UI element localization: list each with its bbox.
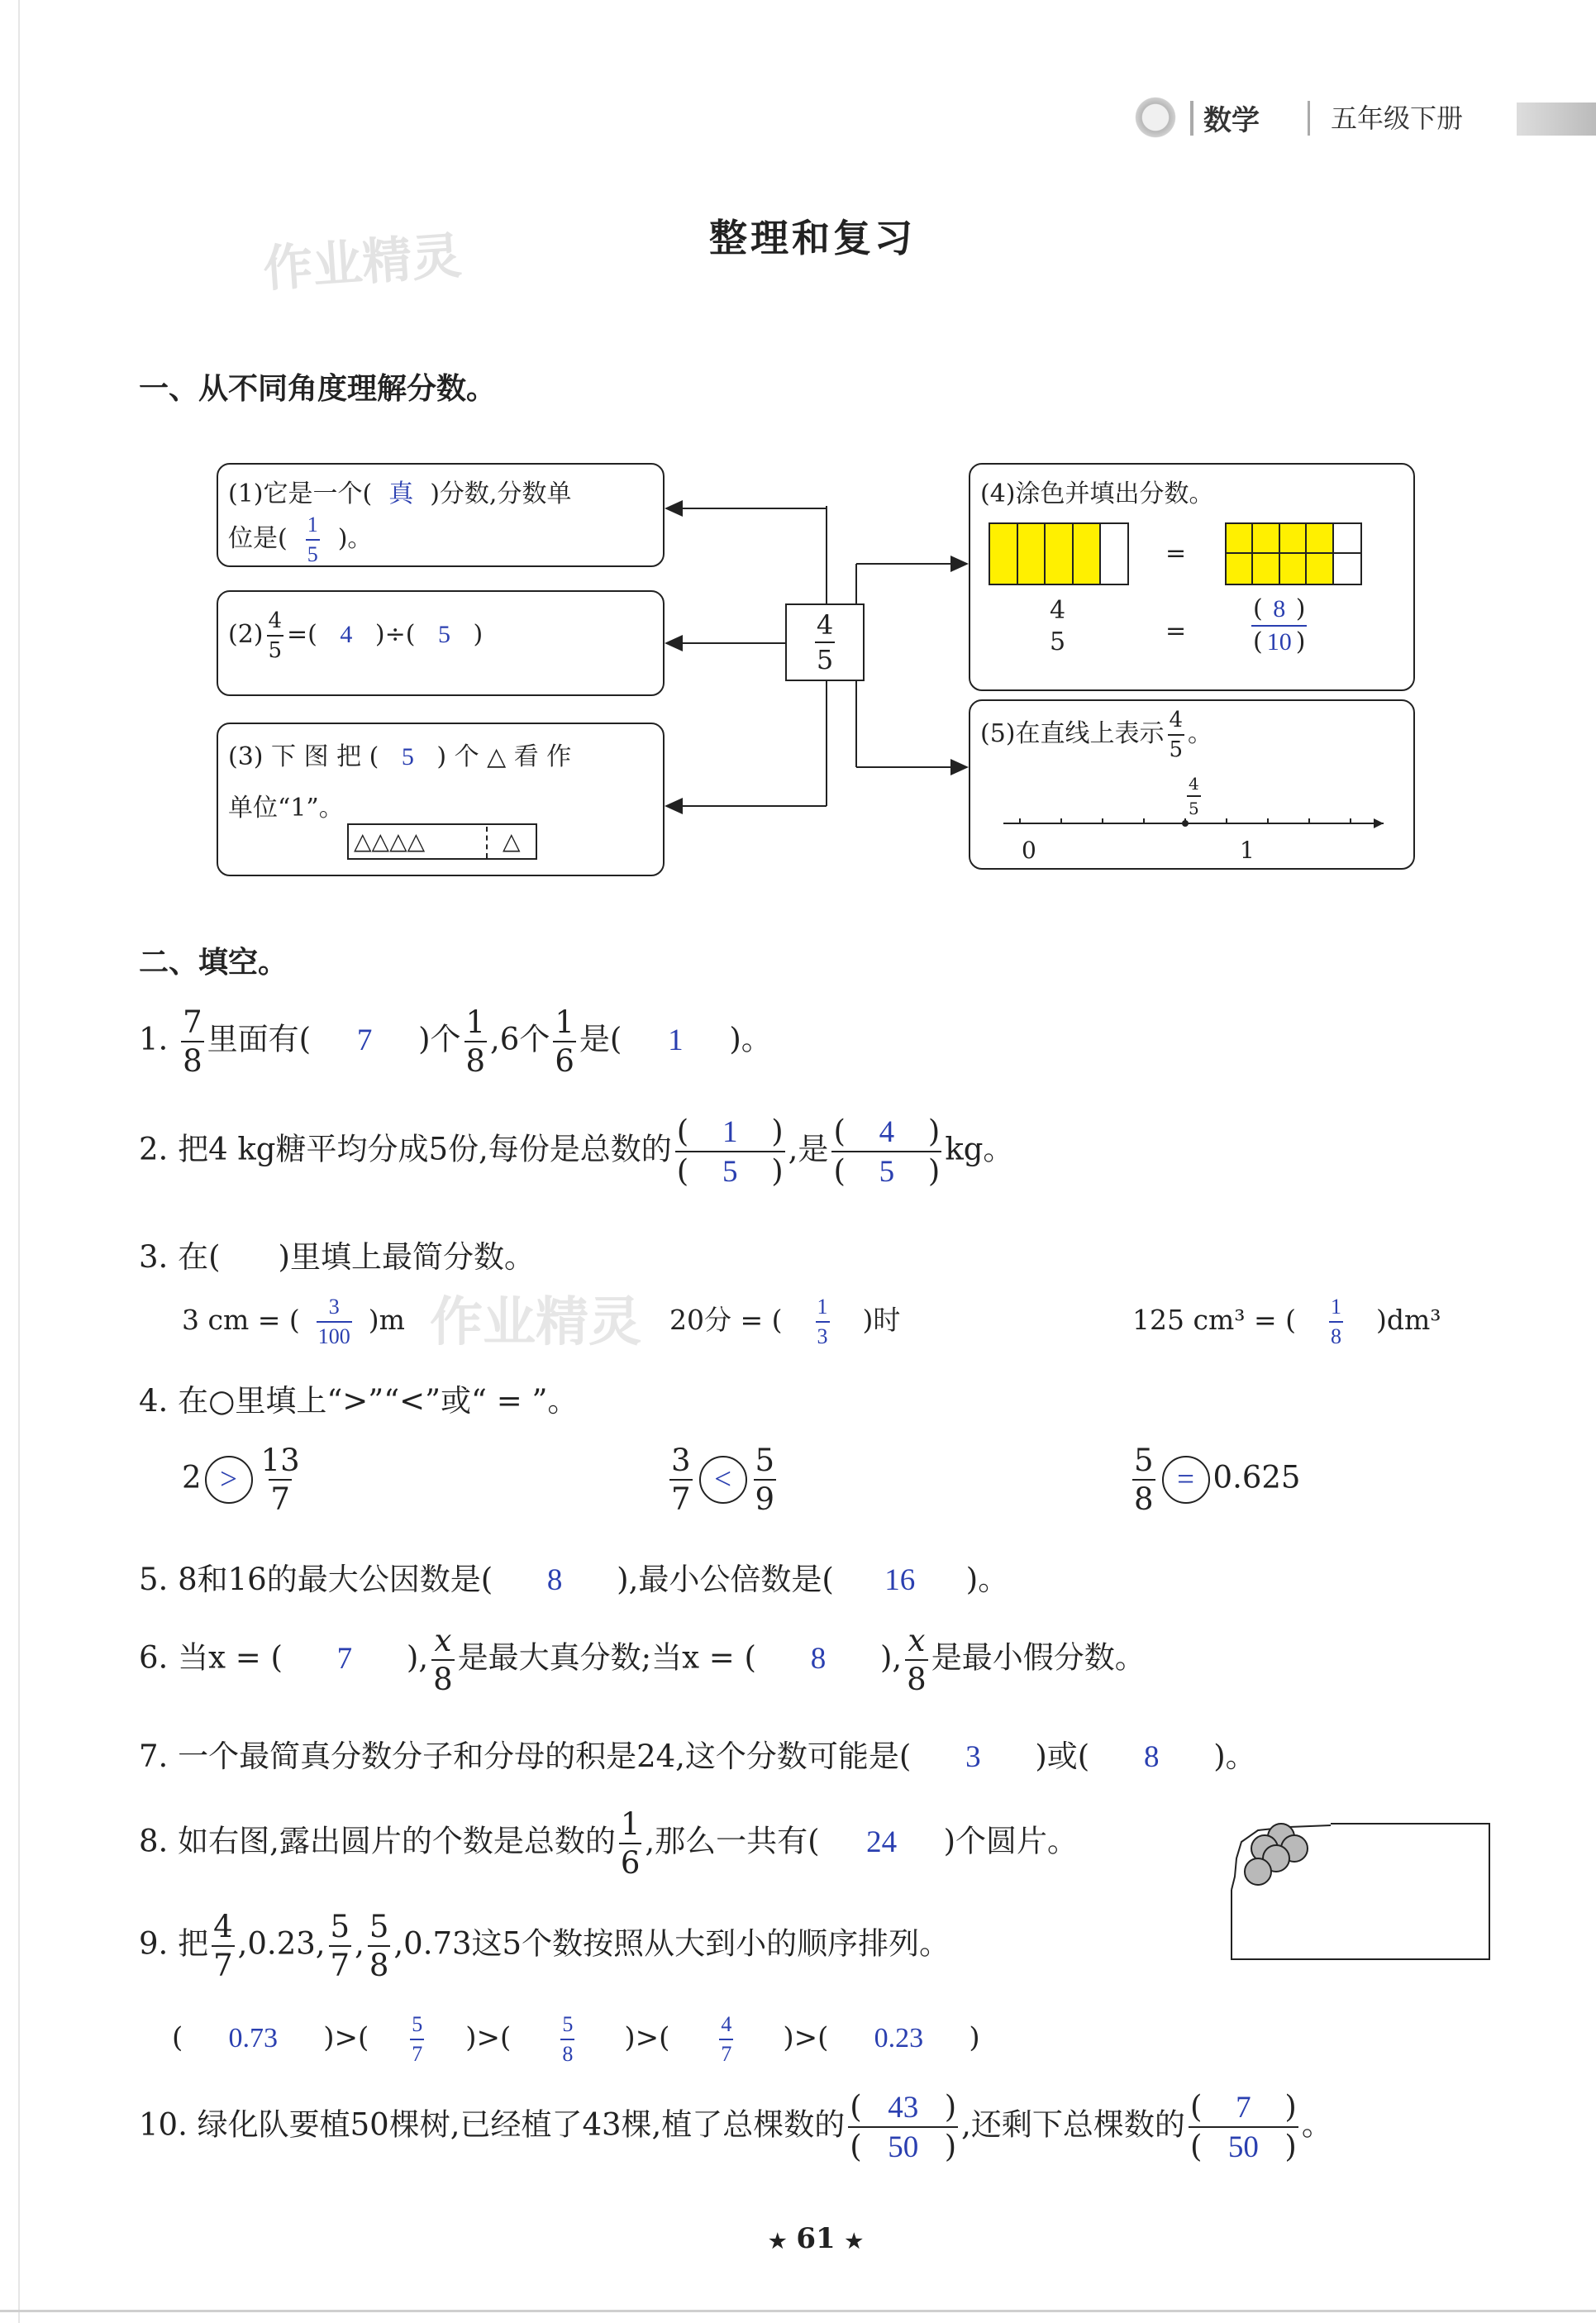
box1-ans-num: 1 bbox=[307, 513, 318, 537]
page-number bbox=[769, 2222, 863, 2255]
q2-number: 2. bbox=[139, 1131, 169, 1167]
q3-text: )里填上最简分数。 bbox=[278, 1239, 535, 1275]
q10-text: 。 bbox=[1301, 2106, 1332, 2143]
box3-text-c: 单位“1”。 bbox=[228, 794, 344, 823]
center-den: 5 bbox=[815, 642, 835, 673]
q9-sep: )>( bbox=[323, 2021, 369, 2054]
star-icon: ★ bbox=[845, 2229, 864, 2253]
concept-box-3 bbox=[217, 723, 665, 876]
bar-cell bbox=[1307, 554, 1333, 584]
box5-num: 4 bbox=[1169, 708, 1184, 732]
q1-answer-2: 1 bbox=[668, 1023, 684, 1057]
q10-text: 绿化队要植50棵树,已经植了43棵,植了总棵数的 bbox=[197, 2106, 846, 2143]
q9-text: ,0.73这5个数按照从大到小的顺序排列。 bbox=[393, 1925, 950, 1962]
q9-a-num: 4 bbox=[213, 1909, 233, 1944]
q3-text: 在( bbox=[178, 1239, 221, 1275]
q1-b-den: 8 bbox=[465, 1041, 488, 1076]
q7-text: )。 bbox=[1213, 1739, 1256, 1774]
question-6 bbox=[139, 1625, 1146, 1695]
q1-c-num: 1 bbox=[555, 1004, 574, 1040]
q4-c1-symbol: > bbox=[205, 1456, 253, 1504]
bar-cell bbox=[1334, 524, 1360, 554]
q6-d: 8 bbox=[431, 1659, 455, 1695]
question-3 bbox=[139, 1232, 535, 1276]
q1-text: 里面有( bbox=[207, 1021, 312, 1057]
q8-text: 如右图,露出圆片的个数是总数的 bbox=[178, 1823, 616, 1859]
q2-ans-b-num: 4 bbox=[879, 1115, 895, 1149]
q4-text: 在○里填上“>”“<”或“ = ”。 bbox=[178, 1383, 579, 1419]
question-9 bbox=[139, 1911, 950, 1981]
bar-cell bbox=[1253, 554, 1279, 584]
q9-answer-4-num: 4 bbox=[721, 2012, 732, 2036]
header-subject: 数学 bbox=[1203, 104, 1260, 137]
q4-c1-num: 13 bbox=[260, 1443, 300, 1478]
q3-p3-text: 125 cm³ = ( bbox=[1132, 1304, 1296, 1336]
bar-cell bbox=[1280, 554, 1307, 584]
q8-den: 6 bbox=[619, 1843, 642, 1878]
q5-text: ),最小公倍数是( bbox=[617, 1562, 834, 1597]
question-7 bbox=[139, 1731, 1256, 1776]
q9-sep: )>( bbox=[465, 2021, 512, 2054]
bar-cell bbox=[990, 524, 1018, 584]
q7-text: )或( bbox=[1035, 1739, 1090, 1774]
box3-text-b: ) 个 △ 看 作 bbox=[436, 742, 572, 771]
section2-title: 二、填空。 bbox=[139, 946, 288, 980]
q4-c2-den2: 9 bbox=[754, 1479, 777, 1514]
bar-cell bbox=[1227, 554, 1253, 584]
q2-text: ,是 bbox=[788, 1131, 829, 1167]
watermark: 作业精灵 bbox=[430, 1292, 641, 1353]
q6-text: 是最小假分数。 bbox=[931, 1639, 1146, 1676]
q3-part-3 bbox=[1132, 1296, 1441, 1348]
box2-num: 4 bbox=[268, 608, 283, 633]
concept-box-5 bbox=[969, 699, 1415, 870]
q4-compare-1 bbox=[182, 1443, 305, 1517]
box3-answer: 5 bbox=[401, 743, 414, 770]
q4-c2-num2: 5 bbox=[755, 1443, 775, 1478]
box1-text-a: (1)它是一个( bbox=[228, 479, 373, 508]
q9-answer-2-den: 7 bbox=[410, 2039, 424, 2065]
q4-compare-3 bbox=[1129, 1443, 1301, 1517]
q9-paren: ) bbox=[969, 2021, 980, 2054]
q10-ans-a-den: 50 bbox=[888, 2130, 919, 2164]
bar-cell bbox=[1334, 554, 1360, 584]
q9-answer-4-den: 7 bbox=[719, 2039, 733, 2065]
q6-number: 6. bbox=[139, 1639, 169, 1676]
q9-sep: )>( bbox=[783, 2021, 829, 2054]
box4-title: (4)涂色并填出分数。 bbox=[980, 479, 1214, 508]
point-label-num: 4 bbox=[1189, 774, 1199, 794]
q2-text: 把4 kg糖平均分成5份,每份是总数的 bbox=[178, 1131, 672, 1167]
q9-text: ,0.23, bbox=[237, 1925, 326, 1962]
q8-num: 1 bbox=[620, 1806, 641, 1842]
q9-answer-row bbox=[172, 2014, 980, 2065]
disc-figure bbox=[1223, 1815, 1496, 1966]
box2-den: 5 bbox=[267, 635, 284, 661]
box2-answer-b: 5 bbox=[437, 621, 450, 648]
q5-answer-2: 16 bbox=[884, 1563, 916, 1597]
q6-x: x bbox=[434, 1623, 452, 1658]
box1-text-d: )。 bbox=[337, 524, 373, 553]
q8-number: 8. bbox=[139, 1823, 169, 1859]
q3-p1-num: 3 bbox=[328, 1295, 340, 1319]
bar-cell bbox=[1227, 524, 1253, 554]
q3-p2-num: 1 bbox=[817, 1295, 828, 1319]
q6-text: 当x = ( bbox=[178, 1639, 283, 1676]
q7-answer-2: 8 bbox=[1143, 1740, 1160, 1774]
q4-compare-2 bbox=[666, 1443, 779, 1517]
q9-paren: ( bbox=[172, 2021, 183, 2054]
q3-p1-unit: )m bbox=[368, 1304, 405, 1336]
point-marker bbox=[1182, 820, 1189, 827]
q4-c3-den: 8 bbox=[1132, 1479, 1155, 1514]
q7-number: 7. bbox=[139, 1739, 169, 1774]
q1-a-den: 8 bbox=[181, 1041, 204, 1076]
q3-p1-den: 100 bbox=[317, 1321, 352, 1348]
q4-number: 4. bbox=[139, 1383, 169, 1419]
q4-c3-right: 0.625 bbox=[1212, 1459, 1301, 1495]
q2-ans-a-num: 1 bbox=[722, 1115, 738, 1149]
q5-number: 5. bbox=[139, 1562, 169, 1597]
q9-a-den: 7 bbox=[212, 1945, 235, 1981]
q3-part-1 bbox=[182, 1296, 405, 1348]
concept-box-2 bbox=[217, 590, 665, 696]
q1-answer-1: 7 bbox=[356, 1023, 373, 1057]
q9-c-num: 5 bbox=[369, 1909, 389, 1944]
q2-ans-a-den: 5 bbox=[722, 1155, 738, 1189]
q10-text: ,还剩下总棵数的 bbox=[961, 2106, 1185, 2143]
q9-c-den: 8 bbox=[368, 1945, 391, 1981]
bar-cell bbox=[1074, 524, 1102, 584]
q1-text: )个 bbox=[418, 1021, 461, 1057]
q8-text: )个圆片。 bbox=[943, 1823, 1079, 1859]
box2-end: ) bbox=[473, 620, 484, 649]
bar-cell bbox=[1280, 524, 1307, 554]
q2-text: kg。 bbox=[945, 1131, 1014, 1167]
triangle-strip bbox=[347, 823, 537, 860]
box4-right-num: 8 bbox=[1273, 595, 1286, 622]
q3-p2-text: 20分 = ( bbox=[669, 1304, 783, 1336]
concept-box-4: (4)涂色并填出分数。 = 4 5 = $\frac{( 8 )}{( 10 )}$ bbox=[969, 463, 1415, 691]
triangle-group: △△△△ bbox=[354, 828, 426, 855]
header-grade: 五年级下册 bbox=[1331, 103, 1464, 134]
watermark: 作业精灵 bbox=[261, 227, 464, 299]
q3-p3-num: 1 bbox=[1330, 1295, 1341, 1319]
q9-number: 9. bbox=[139, 1925, 169, 1962]
point-label-den: 5 bbox=[1187, 795, 1201, 817]
q5-answer-1: 8 bbox=[546, 1563, 563, 1597]
q1-text: 是( bbox=[579, 1021, 622, 1057]
question-1 bbox=[139, 1004, 772, 1079]
shaded-bar-right bbox=[1225, 522, 1362, 585]
q7-answer-1: 3 bbox=[965, 1740, 981, 1774]
q1-text: )。 bbox=[729, 1021, 772, 1057]
triangle-single: △ bbox=[503, 828, 521, 855]
q4-c2-num1: 3 bbox=[671, 1443, 691, 1478]
shaded-bar-left bbox=[989, 522, 1129, 585]
q9-answer-3-den: 8 bbox=[560, 2039, 574, 2065]
q3-p1-text: 3 cm = ( bbox=[182, 1304, 300, 1336]
q3-p2-den: 3 bbox=[816, 1321, 830, 1348]
q2-ans-b-den: 5 bbox=[879, 1155, 895, 1189]
q3-p3-unit: )dm³ bbox=[1375, 1304, 1441, 1336]
box2-eq: =( bbox=[287, 620, 317, 649]
q3-part-2 bbox=[669, 1296, 900, 1348]
q9-answer-2-num: 5 bbox=[412, 2012, 423, 2036]
q9-answer-3-num: 5 bbox=[562, 2012, 574, 2036]
q1-number: 1. bbox=[139, 1021, 169, 1057]
page-number-text: 61 bbox=[796, 2222, 836, 2255]
q8-answer: 24 bbox=[866, 1825, 898, 1859]
page-title: 整理和复习 bbox=[709, 216, 916, 260]
center-fraction-box bbox=[785, 603, 865, 681]
q3-p3-den: 8 bbox=[1329, 1321, 1343, 1348]
box4-right-den: 10 bbox=[1266, 628, 1292, 656]
box2-prefix: (2) bbox=[228, 620, 264, 649]
q4-c2-den1: 7 bbox=[669, 1479, 693, 1514]
q6-answer-2: 8 bbox=[810, 1641, 827, 1676]
q10-number: 10. bbox=[139, 2106, 188, 2143]
box4-eq-bottom: = bbox=[1165, 617, 1187, 646]
q6-answer-1: 7 bbox=[336, 1641, 353, 1676]
star-icon: ★ bbox=[769, 2229, 787, 2253]
question-8 bbox=[139, 1806, 1079, 1881]
bar-cell bbox=[1101, 524, 1127, 584]
box1-answer-a: 真 bbox=[388, 480, 414, 508]
q6-x: x bbox=[908, 1623, 926, 1658]
q4-c1-left: 2 bbox=[182, 1459, 202, 1495]
q6-text: ), bbox=[406, 1639, 429, 1676]
q8-text: ,那么一共有( bbox=[645, 1823, 820, 1859]
center-num: 4 bbox=[816, 609, 834, 641]
q4-c3-symbol: = bbox=[1162, 1456, 1210, 1504]
section1-title: 一、从不同角度理解分数。 bbox=[139, 372, 497, 406]
box4-left-den: 5 bbox=[1050, 627, 1066, 656]
q1-b-num: 1 bbox=[465, 1004, 486, 1040]
q4-c2-symbol: < bbox=[699, 1456, 747, 1504]
q9-text: 把 bbox=[178, 1925, 209, 1962]
q6-text: 是最大真分数;当x = ( bbox=[457, 1639, 756, 1676]
box1-text-b: )分数,分数单 bbox=[430, 479, 572, 508]
q3-number: 3. bbox=[139, 1239, 169, 1275]
q1-text: ,6个 bbox=[490, 1021, 550, 1057]
concept-box-1 bbox=[217, 463, 665, 567]
q10-ans-b-num: 7 bbox=[1236, 2091, 1251, 2125]
bar-cell bbox=[1253, 524, 1279, 554]
box5-end: 。 bbox=[1188, 719, 1213, 748]
bar-cell bbox=[1046, 524, 1074, 584]
question-10: 10. 绿化队要植50棵树,已经植了43棵,植了总棵数的 $\frac{( 43 )}{( 50 )}$ ,还剩下总棵数的 $\frac{( 7 )}{( 50 )}$ 。 bbox=[139, 2089, 1332, 2164]
box5-den: 5 bbox=[1168, 734, 1185, 761]
box1-ans-den: 5 bbox=[306, 539, 320, 565]
box4-eq-top: = bbox=[1165, 539, 1187, 568]
q5-text: 8和16的最大公因数是( bbox=[178, 1562, 493, 1597]
box3-text-a: (3) 下 图 把 ( bbox=[228, 742, 379, 771]
q4-c1-den: 7 bbox=[269, 1479, 292, 1514]
box5-title: (5)在直线上表示 bbox=[980, 719, 1165, 748]
box2-mid: )÷( bbox=[374, 620, 416, 649]
q5-text: )。 bbox=[965, 1562, 1009, 1597]
q9-answer-1: 0.73 bbox=[228, 2023, 279, 2053]
q9-b-den: 7 bbox=[329, 1945, 352, 1981]
q10-ans-a-num: 43 bbox=[888, 2091, 919, 2125]
tick-1: 1 bbox=[1240, 837, 1255, 864]
q1-c-den: 6 bbox=[553, 1041, 576, 1076]
bottom-edge bbox=[0, 2310, 1596, 2312]
box4-left-num: 4 bbox=[1050, 596, 1066, 625]
q7-text: 一个最简真分数分子和分母的积是24,这个分数可能是( bbox=[178, 1739, 912, 1774]
q10-ans-b-den: 50 bbox=[1227, 2130, 1259, 2164]
box1-text-c: 位是( bbox=[228, 524, 288, 553]
q9-answer-5: 0.23 bbox=[874, 2023, 924, 2053]
q6-text: ), bbox=[879, 1639, 903, 1676]
question-4 bbox=[139, 1376, 578, 1420]
q4-c3-num: 5 bbox=[1134, 1443, 1154, 1478]
bar-cell bbox=[1018, 524, 1046, 584]
tick-0: 0 bbox=[1022, 837, 1036, 864]
bar-cell bbox=[1307, 524, 1333, 554]
q9-text: , bbox=[355, 1925, 364, 1962]
q6-d: 8 bbox=[905, 1659, 928, 1695]
q3-p2-unit: )时 bbox=[862, 1304, 901, 1336]
q1-a-num: 7 bbox=[183, 1004, 202, 1040]
q9-b-num: 5 bbox=[330, 1909, 350, 1944]
box2-answer-a: 4 bbox=[340, 621, 353, 648]
q9-sep: )>( bbox=[624, 2021, 670, 2054]
question-5 bbox=[139, 1554, 1008, 1599]
question-2: 2. 把4 kg糖平均分成5份,每份是总数的 $\frac{( 1 )}{( 5 )}$ ,是 $\frac{( 4 )}{( 5 )}$ kg。 bbox=[139, 1114, 1014, 1189]
